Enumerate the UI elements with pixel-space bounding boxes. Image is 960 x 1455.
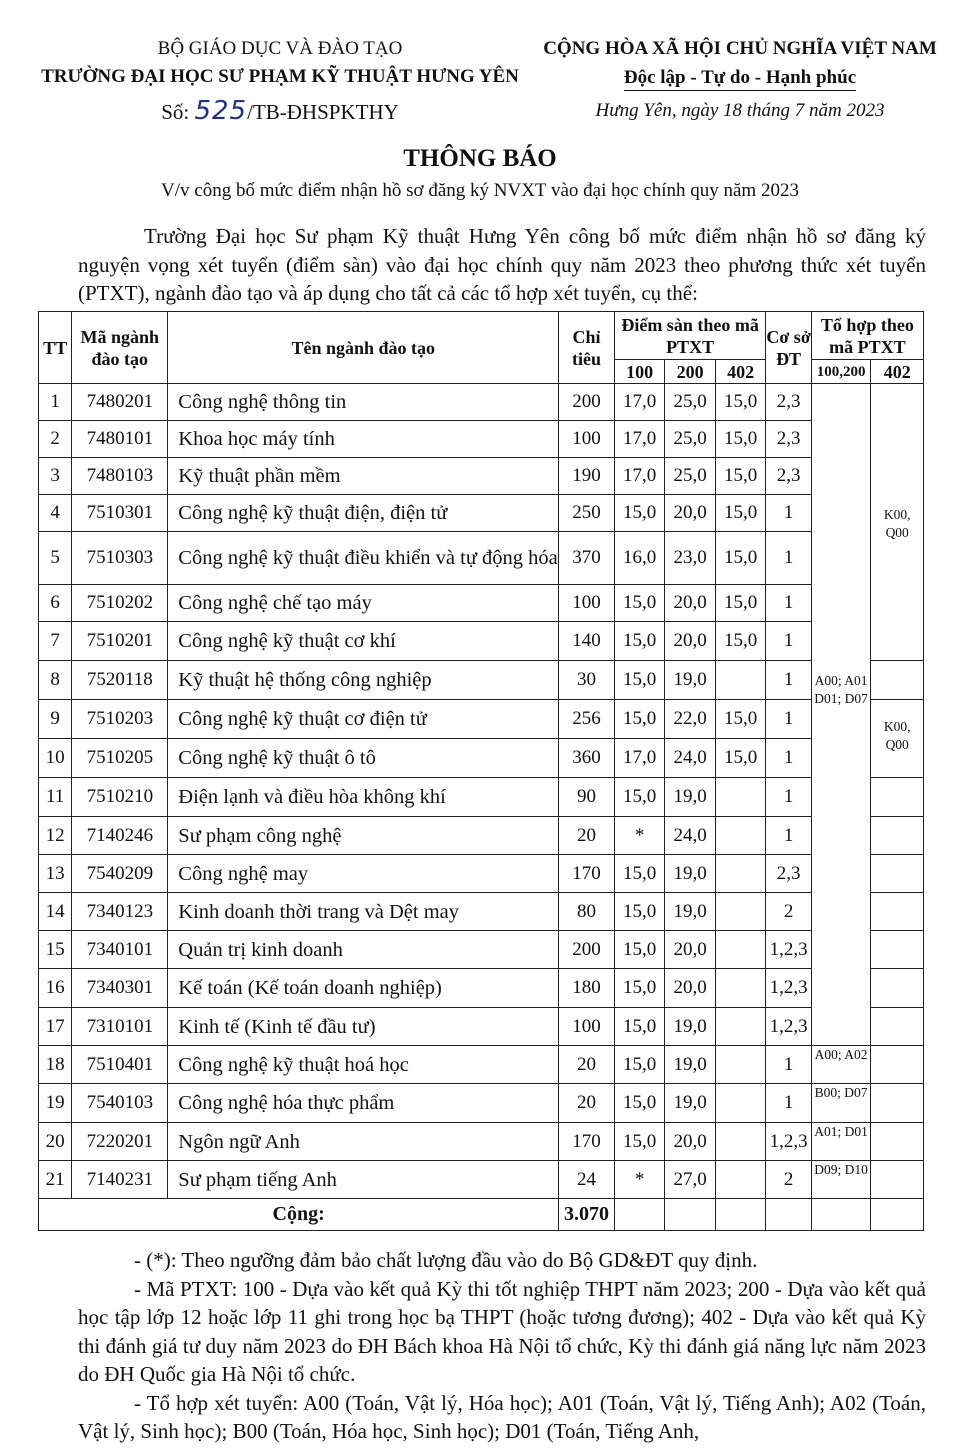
row-score-200: 20,0 [665, 622, 716, 661]
row-base: 1,2,3 [766, 931, 811, 969]
combo-b-block-1 [871, 384, 924, 661]
row-score-100: 15,0 [614, 661, 665, 700]
row-score-200: 22,0 [665, 700, 716, 739]
row-quota: 360 [559, 739, 615, 778]
combo-b-empty [871, 1046, 924, 1084]
combo-b-empty [871, 1123, 924, 1161]
row-code: 7510303 [72, 532, 168, 585]
row-name: Công nghệ kỹ thuật hoá học [168, 1046, 559, 1084]
row-tt: 15 [39, 931, 72, 969]
row-score-402 [715, 1008, 766, 1046]
row-code: 7220201 [72, 1123, 168, 1161]
row-base: 1,2,3 [766, 969, 811, 1008]
row-tt: 10 [39, 739, 72, 778]
row-code: 7510201 [72, 622, 168, 661]
row-tt: 21 [39, 1161, 72, 1199]
row-score-100: 15,0 [614, 1123, 665, 1161]
combo-b-empty [871, 1008, 924, 1046]
header-s200: 200 [665, 360, 716, 384]
combo-b-empty [871, 855, 924, 893]
row-name: Sư phạm tiếng Anh [168, 1161, 559, 1199]
row-score-402 [715, 969, 766, 1008]
row-score-200: 20,0 [665, 495, 716, 532]
row-base: 1 [766, 778, 811, 817]
table-row [39, 1123, 924, 1161]
row-name: Công nghệ kỹ thuật điều khiển và tự động hóa [168, 532, 559, 585]
header-quota: Chỉ tiêu [559, 312, 615, 384]
row-score-402: 15,0 [715, 421, 766, 458]
row-score-100: 15,0 [614, 700, 665, 739]
total-quota: 3.070 [559, 1199, 615, 1231]
row-code: 7480101 [72, 421, 168, 458]
combo-a-row-18 [811, 1046, 871, 1084]
row-tt: 20 [39, 1123, 72, 1161]
number-prefix: Số: [161, 100, 195, 124]
row-quota: 100 [559, 1008, 615, 1046]
row-code: 7140231 [72, 1161, 168, 1199]
row-score-100: 15,0 [614, 585, 665, 622]
row-tt: 3 [39, 458, 72, 495]
combo-b-empty [871, 778, 924, 817]
table-row [39, 969, 924, 1008]
row-base: 2,3 [766, 458, 811, 495]
motto [540, 67, 940, 89]
row-quota: 90 [559, 778, 615, 817]
header-base: Cơ sở ĐT [766, 312, 811, 384]
combo-a-block-1 [811, 384, 871, 1046]
row-name: Công nghệ hóa thực phẩm [168, 1084, 559, 1123]
intro-paragraph: Trường Đại học Sư phạm Kỹ thuật Hưng Yên công bố mức điểm nhận hồ sơ đăng ký nguyện vọng xét tuyển (điểm sàn) vào đại học chính quy năm 2023 theo phương thức xét tuyển (PTXT), ngành đào tạo và áp dụng cho tất cả các tổ hợp xét tuyển, cụ thể: [78, 224, 926, 305]
row-tt: 13 [39, 855, 72, 893]
admission-table [38, 311, 924, 1231]
combo-b-block-1-text: K00, Q00 [883, 507, 911, 540]
row-quota: 200 [559, 384, 615, 421]
row-name: Ngôn ngữ Anh [168, 1123, 559, 1161]
row-score-100: 15,0 [614, 893, 665, 931]
combo-a-row-20 [811, 1123, 871, 1161]
row-name: Kỹ thuật phần mềm [168, 458, 559, 495]
row-code: 7540209 [72, 855, 168, 893]
row-score-100: 15,0 [614, 969, 665, 1008]
combo-a-row-19 [811, 1084, 871, 1123]
school-name: TRƯỜNG ĐẠI HỌC SƯ PHẠM KỸ THUẬT HƯNG YÊN [41, 66, 519, 87]
place-date: Hưng Yên, ngày 18 tháng 7 năm 2023 [595, 100, 885, 121]
row-score-402 [715, 893, 766, 931]
row-score-100: * [614, 817, 665, 855]
row-name: Kế toán (Kế toán doanh nghiệp) [168, 969, 559, 1008]
table-row [39, 1008, 924, 1046]
combo-a-row-18-text: A00; A02 [814, 1047, 868, 1062]
combo-b-empty [871, 817, 924, 855]
combo-b-empty [871, 969, 924, 1008]
table-row [39, 622, 924, 661]
row-score-100: 15,0 [614, 1084, 665, 1123]
row-score-200: 25,0 [665, 421, 716, 458]
header-combo-group: Tổ hợp theo mã PTXT [811, 312, 923, 360]
row-score-100: * [614, 1161, 665, 1199]
table-row [39, 458, 924, 495]
row-tt: 6 [39, 585, 72, 622]
row-base: 1 [766, 1084, 811, 1123]
row-quota: 180 [559, 969, 615, 1008]
row-base: 2 [766, 1161, 811, 1199]
table-row [39, 1046, 924, 1084]
row-score-200: 19,0 [665, 1084, 716, 1123]
combo-a-row-20-text: A01; D01 [814, 1124, 868, 1139]
row-base: 1 [766, 739, 811, 778]
row-name: Công nghệ chế tạo máy [168, 585, 559, 622]
combo-a-row-21 [811, 1161, 871, 1199]
row-score-402 [715, 817, 766, 855]
row-quota: 100 [559, 421, 615, 458]
header-combo-a: 100,200 [811, 360, 871, 384]
row-score-200: 19,0 [665, 1046, 716, 1084]
header-tt: TT [39, 312, 72, 384]
row-tt: 2 [39, 421, 72, 458]
row-base: 1 [766, 585, 811, 622]
row-score-100: 17,0 [614, 421, 665, 458]
row-name: Kinh doanh thời trang và Dệt may [168, 893, 559, 931]
combo-b-empty [871, 1161, 924, 1199]
row-score-200: 20,0 [665, 585, 716, 622]
notes [78, 1246, 926, 1446]
row-code: 7510301 [72, 495, 168, 532]
document-number [130, 96, 430, 126]
row-name: Công nghệ kỹ thuật cơ điện tử [168, 700, 559, 739]
note-1: - (*): Theo ngưỡng đảm bảo chất lượng đầu vào do Bộ GD&ĐT quy định. [134, 1248, 758, 1272]
row-code: 7480201 [72, 384, 168, 421]
table-row [39, 585, 924, 622]
row-tt: 16 [39, 969, 72, 1008]
row-score-402: 15,0 [715, 458, 766, 495]
row-quota: 170 [559, 855, 615, 893]
row-quota: 30 [559, 661, 615, 700]
note-2: - Mã PTXT: 100 - Dựa vào kết quả Kỳ thi tốt nghiệp THPT năm 2023; 200 - Dựa vào kết quả học tập lớp 12 hoặc lớp 11 ghi trong học bạ THPT (hoặc tương đương); 402 - Dựa vào kết quả Kỳ thi đánh giá tư duy năm 2023 do ĐH Bách khoa Hà Nội tổ chức, Kỳ thi đánh giá năng lực năm 2023 do ĐH Quốc gia Hà Nội tổ chức. [78, 1276, 926, 1386]
table-row [39, 778, 924, 817]
combo-a-row-19-text: B00; D07 [814, 1085, 868, 1100]
table-row [39, 421, 924, 458]
row-quota: 20 [559, 1046, 615, 1084]
row-quota: 250 [559, 495, 615, 532]
table-row [39, 817, 924, 855]
row-score-200: 25,0 [665, 384, 716, 421]
row-quota: 190 [559, 458, 615, 495]
table-row [39, 532, 924, 585]
row-score-402: 15,0 [715, 622, 766, 661]
row-name: Điện lạnh và điều hòa không khí [168, 778, 559, 817]
table-row [39, 384, 924, 421]
combo-a-block-1-text: A00; A01 D01; D07 [814, 673, 868, 706]
row-base: 1 [766, 1046, 811, 1084]
row-score-402: 15,0 [715, 532, 766, 585]
row-name: Quản trị kinh doanh [168, 931, 559, 969]
row-name: Công nghệ kỹ thuật cơ khí [168, 622, 559, 661]
row-score-200: 27,0 [665, 1161, 716, 1199]
combo-b-block-2 [871, 700, 924, 778]
row-score-200: 24,0 [665, 739, 716, 778]
combo-b-empty [871, 931, 924, 969]
row-name: Kinh tế (Kinh tế đầu tư) [168, 1008, 559, 1046]
row-base: 1 [766, 700, 811, 739]
row-tt: 19 [39, 1084, 72, 1123]
row-tt: 17 [39, 1008, 72, 1046]
row-quota: 100 [559, 585, 615, 622]
table-row [39, 1161, 924, 1199]
row-score-100: 17,0 [614, 739, 665, 778]
row-base: 1 [766, 817, 811, 855]
row-tt: 18 [39, 1046, 72, 1084]
row-score-200: 23,0 [665, 532, 716, 585]
row-score-402 [715, 1123, 766, 1161]
combo-a-row-21-text: D09; D10 [814, 1162, 868, 1177]
row-base: 1,2,3 [766, 1008, 811, 1046]
row-score-100: 15,0 [614, 1046, 665, 1084]
row-name: Khoa học máy tính [168, 421, 559, 458]
row-quota: 80 [559, 893, 615, 931]
table-row [39, 855, 924, 893]
row-code: 7510401 [72, 1046, 168, 1084]
row-score-100: 15,0 [614, 778, 665, 817]
row-code: 7340123 [72, 893, 168, 931]
row-code: 7510202 [72, 585, 168, 622]
row-quota: 20 [559, 1084, 615, 1123]
row-code: 7480103 [72, 458, 168, 495]
table-row [39, 700, 924, 739]
row-code: 7540103 [72, 1084, 168, 1123]
combo-b-block-2-text: K00, Q00 [883, 719, 911, 752]
row-base: 2,3 [766, 384, 811, 421]
row-score-200: 19,0 [665, 1008, 716, 1046]
row-score-402 [715, 1046, 766, 1084]
row-code: 7510203 [72, 700, 168, 739]
row-quota: 170 [559, 1123, 615, 1161]
row-score-402 [715, 1161, 766, 1199]
table-row [39, 661, 924, 700]
row-name: Công nghệ kỹ thuật điện, điện tử [168, 495, 559, 532]
row-name: Công nghệ thông tin [168, 384, 559, 421]
row-score-200: 20,0 [665, 931, 716, 969]
row-score-402 [715, 855, 766, 893]
row-name: Công nghệ kỹ thuật ô tô [168, 739, 559, 778]
table-row [39, 739, 924, 778]
row-score-100: 15,0 [614, 1008, 665, 1046]
row-score-100: 15,0 [614, 855, 665, 893]
ministry-name: BỘ GIÁO DỤC VÀ ĐÀO TẠO [157, 38, 403, 59]
row-base: 1 [766, 661, 811, 700]
header-code: Mã ngành đào tạo [72, 312, 168, 384]
handwritten-number: 525 [194, 96, 248, 126]
row-tt: 11 [39, 778, 72, 817]
row-score-100: 15,0 [614, 622, 665, 661]
row-quota: 140 [559, 622, 615, 661]
row-base: 1,2,3 [766, 1123, 811, 1161]
row-quota: 256 [559, 700, 615, 739]
table-row [39, 1084, 924, 1123]
row-name: Công nghệ may [168, 855, 559, 893]
row-score-100: 15,0 [614, 495, 665, 532]
row-score-100: 17,0 [614, 458, 665, 495]
row-code: 7310101 [72, 1008, 168, 1046]
row-score-402: 15,0 [715, 700, 766, 739]
row-base: 1 [766, 495, 811, 532]
row-code: 7140246 [72, 817, 168, 855]
row-name: Kỹ thuật hệ thống công nghiệp [168, 661, 559, 700]
row-score-402 [715, 931, 766, 969]
row-score-402 [715, 661, 766, 700]
table-row [39, 893, 924, 931]
row-score-402: 15,0 [715, 585, 766, 622]
row-score-200: 19,0 [665, 893, 716, 931]
row-score-200: 19,0 [665, 778, 716, 817]
table-row [39, 931, 924, 969]
row-quota: 370 [559, 532, 615, 585]
row-base: 2,3 [766, 421, 811, 458]
row-quota: 24 [559, 1161, 615, 1199]
header-s402: 402 [715, 360, 766, 384]
row-tt: 7 [39, 622, 72, 661]
row-score-200: 19,0 [665, 661, 716, 700]
row-score-200: 24,0 [665, 817, 716, 855]
row-score-200: 25,0 [665, 458, 716, 495]
row-base: 2,3 [766, 855, 811, 893]
row-quota: 20 [559, 817, 615, 855]
row-tt: 1 [39, 384, 72, 421]
row-code: 7340301 [72, 969, 168, 1008]
row-score-200: 20,0 [665, 969, 716, 1008]
row-base: 2 [766, 893, 811, 931]
row-name: Sư phạm công nghệ [168, 817, 559, 855]
table-row [39, 495, 924, 532]
row-base: 1 [766, 622, 811, 661]
row-score-402: 15,0 [715, 384, 766, 421]
row-base: 1 [766, 532, 811, 585]
row-score-100: 15,0 [614, 931, 665, 969]
row-score-402 [715, 778, 766, 817]
number-suffix: /TB-ĐHSPKTHY [247, 100, 399, 124]
row-tt: 5 [39, 532, 72, 585]
row-score-100: 16,0 [614, 532, 665, 585]
row-tt: 4 [39, 495, 72, 532]
row-code: 7520118 [72, 661, 168, 700]
row-score-200: 20,0 [665, 1123, 716, 1161]
row-code: 7510210 [72, 778, 168, 817]
row-score-402: 15,0 [715, 495, 766, 532]
header-name: Tên ngành đào tạo [168, 312, 559, 384]
total-label: Cộng: [39, 1199, 559, 1231]
row-score-402: 15,0 [715, 739, 766, 778]
row-tt: 12 [39, 817, 72, 855]
row-score-200: 19,0 [665, 855, 716, 893]
motto-text: Độc lập - Tự do - Hạnh phúc [624, 67, 856, 91]
header-score-group: Điểm sàn theo mã PTXT [614, 312, 766, 360]
header-combo-b: 402 [871, 360, 924, 384]
row-code: 7340101 [72, 931, 168, 969]
nation-name: CỘNG HÒA XÃ HỘI CHỦ NGHĨA VIỆT NAM [543, 38, 937, 59]
note-3: - Tổ hợp xét tuyển: A00 (Toán, Vật lý, Hóa học); A01 (Toán, Vật lý, Tiếng Anh); A02 (Toán, Vật lý, Sinh học); B00 (Toán, Hóa học, Sinh học); D01 (Toán, Tiếng Anh, [78, 1390, 926, 1443]
header-s100: 100 [614, 360, 665, 384]
row-tt: 9 [39, 700, 72, 739]
row-score-402 [715, 1084, 766, 1123]
row-quota: 200 [559, 931, 615, 969]
row-tt: 8 [39, 661, 72, 700]
row-tt: 14 [39, 893, 72, 931]
document-subject: V/v công bố mức điểm nhận hồ sơ đăng ký NVXT vào đại học chính quy năm 2023 [161, 180, 799, 201]
row-score-100: 17,0 [614, 384, 665, 421]
combo-b-empty [871, 893, 924, 931]
combo-b-empty [871, 1084, 924, 1123]
document-title: THÔNG BÁO [403, 145, 557, 172]
row-code: 7510205 [72, 739, 168, 778]
combo-b-empty [871, 661, 924, 700]
